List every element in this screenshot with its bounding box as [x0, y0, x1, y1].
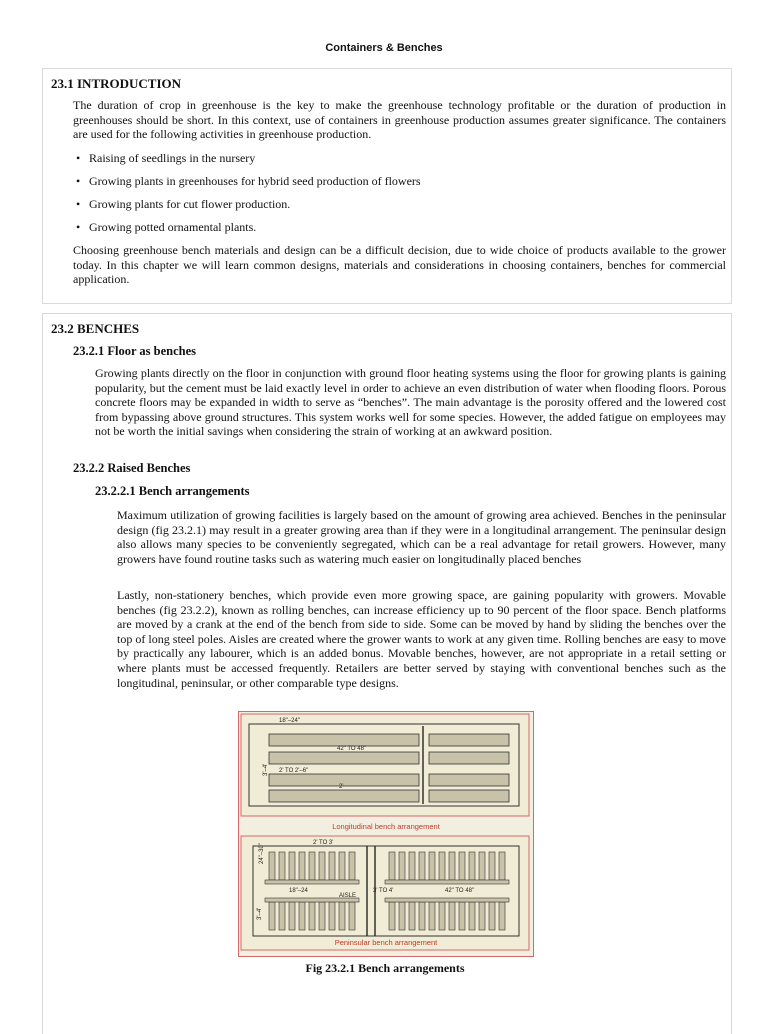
list-item: • Growing plants for cut flower production.	[73, 197, 713, 220]
dim-label: AISLE	[339, 893, 357, 899]
bench	[269, 734, 419, 746]
dim-label: 18"–24	[289, 888, 308, 894]
subheading-floor-as-benches: 23.2.1 Floor as benches	[73, 344, 197, 358]
intro-paragraph-1: The duration of crop in greenhouse is the key to make the greenhouse technology profitable or the duration of production in greenhouses should be short. In this context, use of containers in greenhouse production assumes greater significance. The containers are used for the following activities in greenhouse production.	[73, 98, 726, 142]
dim-label: 2'	[339, 784, 344, 790]
dim-label: 3'–4'	[257, 907, 263, 920]
dim-label: 2' TO 2'–6"	[279, 768, 309, 774]
dim-label: 3' TO 4'	[373, 888, 394, 894]
dim-label: 18"–24"	[279, 718, 300, 724]
dim-label: 24"–30"	[259, 843, 265, 864]
introduction-section	[42, 68, 732, 304]
bench-diagram	[239, 712, 533, 956]
list-item: • Raising of seedlings in the nursery	[73, 151, 713, 174]
intro-paragraph-2: Choosing greenhouse bench materials and design can be a difficult decision, due to wide choice of products available to the grower today. In this chapter we will learn common designs, materials and considerations in choosing containers, benches for commercial application.	[73, 243, 726, 287]
bench-arrangements-paragraph-1: Maximum utilization of growing facilities is largely based on the amount of growing area achieved. Benches in the peninsular design (fig 23.2.1) may result in a greater growing area than if they were in a longitudinal arrangement. The peninsular design also allows many species to be conveniently segregated, which can be a real advantage for retail growers. However, many growers have found routine tasks such as watering much easier on longitudinally placed benches	[117, 508, 726, 566]
bench	[269, 774, 419, 786]
floor-benches-paragraph: Growing plants directly on the floor in conjunction with ground floor heating systems using the floor for growing plants is gaining popularity, but the cement must be laid exactly level in order to achieve an even distribution of water when flooding floors. Porous concrete floors may be expanded in width to serve as “benches”. The main advantage is the porosity offered and the lowered cost from bypassing above ground structures. This system works well for some species. However, the added fatigue on employees may not be worth the initial savings when considering the strain of working at an awkward position.	[95, 366, 726, 439]
bench	[429, 774, 509, 786]
bench	[429, 790, 509, 802]
list-item: • Growing plants in greenhouses for hybrid seed production of flowers	[73, 174, 713, 197]
list-item: • Growing potted ornamental plants.	[73, 220, 713, 243]
longitudinal-label: Longitudinal bench arrangement	[332, 822, 440, 831]
subheading-bench-arrangements: 23.2.2.1 Bench arrangements	[95, 484, 250, 498]
section-heading-introduction: 23.1 INTRODUCTION	[51, 76, 182, 91]
figure-caption: Fig 23.2.1 Bench arrangements	[305, 961, 465, 975]
section-heading-benches: 23.2 BENCHES	[51, 321, 140, 336]
bench	[429, 752, 509, 764]
bench	[429, 734, 509, 746]
bench-arrangements-paragraph-2: Lastly, non-stationery benches, which provide even more growing space, are gaining popularity with growers. Movable benches (fig 23.2.2), known as rolling benches, can increase efficiency up to 90 percent of the floor space. Bench platforms are moved by a crank at the end of the bench from side to side. Some can be moved by hand by sliding the benches over the top of long steel poles. Aisles are created where the grower wants to work at any given time. Rolling benches are easy to move by practically any labourer, which is an added bonus. Movable benches, however, are not appropriate in a retail setting or where plants must be accessed frequently. Retailers are better served by staying with conventional benches such as the longitudinal, peninsular, or other comparable type designs.	[117, 588, 726, 690]
dim-label: 42" TO 48"	[337, 746, 367, 752]
dim-label: 2' TO 3'	[313, 840, 334, 846]
subheading-raised-benches: 23.2.2 Raised Benches	[73, 461, 191, 475]
page-title: Containers & Benches	[325, 42, 443, 54]
intro-bullet-list	[73, 151, 713, 243]
dim-label: 3'–4'	[263, 763, 269, 776]
bench	[269, 752, 419, 764]
bench	[269, 790, 419, 802]
peninsular-label: Peninsular bench arrangement	[334, 938, 438, 947]
dim-label: 42" TO 48"	[445, 888, 475, 894]
bench-arrangement-figure	[238, 711, 534, 957]
